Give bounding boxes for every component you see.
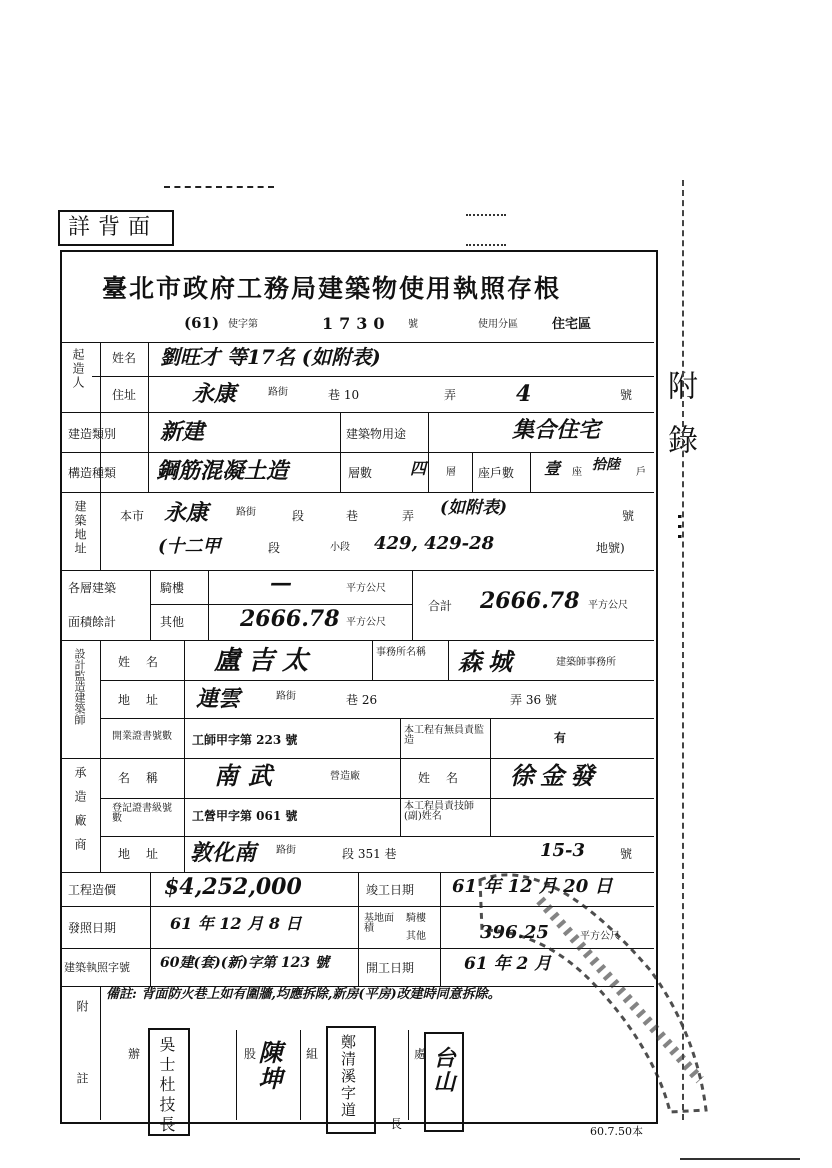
contractor-no-value: 15-3 [540, 840, 586, 861]
rule-3 [60, 412, 654, 413]
contractor-no: 號 [620, 847, 633, 861]
vrule-units2 [530, 452, 531, 492]
designer-office-suffix: 建築師事務所 [556, 657, 616, 668]
applicant-lane: 巷 10 [328, 388, 360, 402]
vrule-remarks [100, 986, 101, 1120]
applicant-no-value: 4 [516, 381, 532, 407]
sig-col-5: 長 [390, 1117, 403, 1131]
seal-chief-text: 吳士杜技長 [157, 1036, 176, 1136]
designer-section-label: 設計監造建築師 [73, 648, 86, 725]
vrule-designer2 [184, 640, 185, 872]
vrule-contractor [400, 758, 401, 836]
vrule-site [100, 492, 101, 570]
rule-5 [60, 492, 654, 493]
arcade-unit: 平方公尺 [346, 583, 386, 594]
site-city: 本市 [120, 509, 145, 523]
vrule-use [340, 412, 341, 492]
sig-col-1: 辦 [128, 1047, 141, 1061]
floors-unit: 層 [446, 467, 456, 478]
contractor-name-label: 名稱 [118, 771, 175, 785]
vrule-sig1 [236, 1030, 237, 1120]
side-annotation: 附錄 ⋯ [662, 370, 697, 566]
vrule-cost2 [358, 872, 359, 986]
contractor-reg-value: 工營甲字第 061 號 [192, 809, 298, 823]
seal-section [326, 1026, 376, 1134]
issue-label: 發照日期 [68, 921, 117, 935]
rule-8 [60, 640, 654, 641]
building-use-value: 集合住宅 [512, 417, 601, 443]
vrule-cost3 [440, 872, 441, 986]
designer-no: 弄 36 號 [510, 693, 557, 707]
units-value: 壹 [544, 459, 561, 478]
designer-office-value: 森城 [458, 647, 518, 676]
units-label: 座戶數 [478, 466, 515, 480]
vrule-area2 [208, 570, 209, 640]
designer-lane: 巷 26 [346, 693, 378, 707]
contractor-person-label: 姓名 [418, 771, 475, 785]
seal-director [424, 1032, 464, 1132]
cost-value: $4,252,000 [164, 874, 302, 900]
contractor-section-label: 承造廠商 [73, 766, 87, 862]
contractor-road-unit: 路街 [276, 845, 296, 856]
seal-chief [148, 1028, 190, 1136]
site-hao: 號 [622, 509, 635, 523]
done-label: 竣工日期 [366, 883, 415, 897]
scan-mark-top [164, 186, 274, 188]
contractor-duan: 段 351 巷 [342, 847, 397, 861]
site-road-unit: 路街 [236, 507, 256, 518]
vrule-units [472, 452, 473, 492]
base-area-label: 基地面積 [364, 913, 394, 934]
permit-no-value: 60建(套)(新)字第 123 號 [160, 955, 329, 971]
contractor-person-value: 徐金發 [510, 761, 600, 790]
applicant-name-value: 劉旺才 等17名 (如附表) [160, 345, 381, 369]
base-area-value: 396.25 [480, 922, 549, 943]
vrule-area1 [150, 570, 151, 640]
households-unit: 戶 [636, 467, 646, 478]
base-arcade-label: 騎樓 [406, 913, 426, 924]
applicant-name-label: 姓名 [112, 351, 137, 365]
rule-7 [150, 604, 412, 605]
other-unit: 平方公尺 [346, 617, 386, 628]
start-label: 開工日期 [366, 961, 415, 975]
households-value: 拾陸 [592, 457, 620, 473]
site-lane: 巷 [346, 509, 359, 523]
footer-edition: 60.7.50本 [590, 1125, 643, 1138]
site-lot-suffix: 地號) [596, 541, 625, 555]
site-alley: 弄 [402, 509, 415, 523]
seal-staff: 陳坤 [254, 1040, 283, 1092]
permit-word: 使字第 [228, 319, 258, 330]
building-type-label: 建造類別 [68, 427, 117, 441]
rule-2 [92, 376, 654, 377]
designer-name-label: 姓名 [118, 655, 175, 669]
site-lot-duan: 段 [268, 541, 281, 555]
units-unit: 座 [572, 467, 582, 478]
contractor-reg-label: 登記證書級號數 [112, 803, 172, 824]
area-total-label: 合計 [428, 599, 453, 613]
scan-smear [470, 820, 710, 1120]
arcade-value: — [270, 570, 292, 596]
issue-value: 61 年 12 月 8 日 [170, 914, 302, 933]
building-use-label: 建築物用途 [346, 427, 407, 441]
site-duan: 段 [292, 509, 305, 523]
zone-label: 使用分區 [478, 319, 518, 330]
vrule-label-col [148, 342, 149, 492]
bottom-edge-line [680, 1158, 800, 1160]
permit-number: 1730 [322, 314, 391, 333]
cost-label: 工程造價 [68, 883, 117, 897]
start-value: 61 年 2 月 [464, 954, 552, 974]
seal-director-text: 台山 [430, 1046, 456, 1094]
area-row-label1: 各層建築 [68, 581, 117, 595]
designer-license-label: 開業證書號數 [112, 731, 172, 742]
supervise-value: 有 [554, 731, 567, 745]
contractor-addr-label: 地址 [118, 847, 175, 861]
rule-4 [60, 452, 654, 453]
supervise-label: 本工程有無員責監造 [404, 725, 484, 746]
contractor-name-suffix: 營造廠 [330, 771, 360, 782]
designer-license-value: 工師甲字第 223 號 [192, 733, 298, 747]
vrule-designer5 [400, 718, 401, 758]
done-value: 61 年 12 月 20 日 [452, 876, 613, 897]
vrule-cost [150, 872, 151, 986]
remarks-text: 備註: 背面防火巷上如有圍牆,均應拆除,新房(平房)改建時同意拆除。 [106, 987, 501, 1002]
other-label: 其他 [160, 615, 185, 629]
sig-col-3: 組 [306, 1047, 319, 1061]
struct-value: 鋼筋混凝土造 [156, 458, 289, 484]
designer-addr-label: 地址 [118, 693, 175, 707]
other-value: 2666.78 [240, 606, 340, 632]
vrule-area3 [412, 570, 413, 640]
permit-year: (61) [184, 314, 220, 332]
right-edge-dashes [682, 180, 684, 1120]
contractor-tech-label: 本工程員責技師(副)姓名 [404, 801, 474, 822]
applicant-addr-road: 永康 [192, 381, 237, 407]
site-road-value: 永康 [164, 500, 209, 526]
applicant-alley: 弄 [444, 388, 457, 402]
floors-value: 四 [410, 459, 427, 478]
permit-no-label: 建築執照字號 [64, 961, 130, 974]
sig-col-2: 股 [244, 1047, 257, 1061]
applicant-road-unit: 路街 [268, 387, 288, 398]
building-type-value: 新建 [160, 419, 205, 445]
base-area-unit: 平方公尺 [580, 931, 620, 942]
vrule-designer [100, 640, 101, 872]
arcade-label: 騎樓 [160, 581, 185, 595]
site-lot-prefix: (十二甲 [158, 536, 221, 557]
detail-back-stamp [58, 210, 174, 246]
zone-value: 住宅區 [552, 317, 592, 332]
applicant-section-label: 起造人 [71, 348, 85, 390]
site-addr-note: (如附表) [440, 498, 508, 518]
applicant-no: 號 [620, 388, 633, 402]
designer-road-unit: 路街 [276, 691, 296, 702]
vrule-designer6 [490, 718, 491, 758]
vrule-sig2 [300, 1030, 301, 1120]
remarks-section-label: 附註 [75, 1000, 89, 1144]
designer-name-value: 盧吉太 [214, 646, 317, 676]
vrule-use2 [428, 412, 429, 492]
area-total-value: 2666.78 [480, 588, 580, 614]
site-lot-small: 小段 [330, 542, 350, 553]
vrule-designer3 [372, 640, 373, 680]
designer-office-label: 事務所名稱 [376, 647, 426, 658]
sig-col-4: 處 [414, 1047, 427, 1061]
site-lot-value: 429, 429-28 [374, 533, 495, 554]
area-total-unit: 平方公尺 [588, 600, 628, 611]
vrule-designer4 [448, 640, 449, 680]
detail-back-stamp-text: 詳背面 [68, 215, 159, 240]
applicant-addr-label: 住址 [112, 388, 137, 402]
vrule-sig3 [408, 1030, 409, 1120]
rule-1 [60, 342, 654, 343]
site-section-label: 建築地址 [73, 500, 87, 556]
contractor-addr-value: 敦化南 [190, 840, 257, 866]
area-row-label2: 面積餘計 [68, 615, 117, 629]
form-title: 臺北市政府工務局建築物使用執照存根 [102, 274, 562, 303]
floors-label: 層數 [348, 466, 373, 480]
permit-hao: 號 [408, 319, 418, 330]
designer-addr-value: 連雲 [196, 686, 241, 712]
contractor-name-value: 南武 [214, 761, 282, 790]
base-other-label: 其他 [406, 931, 426, 942]
scan-mark-top-right [466, 214, 506, 246]
seal-section-text: 鄭清溪字道 [339, 1034, 357, 1119]
rule-11 [60, 758, 654, 759]
struct-label: 構造種類 [68, 466, 117, 480]
